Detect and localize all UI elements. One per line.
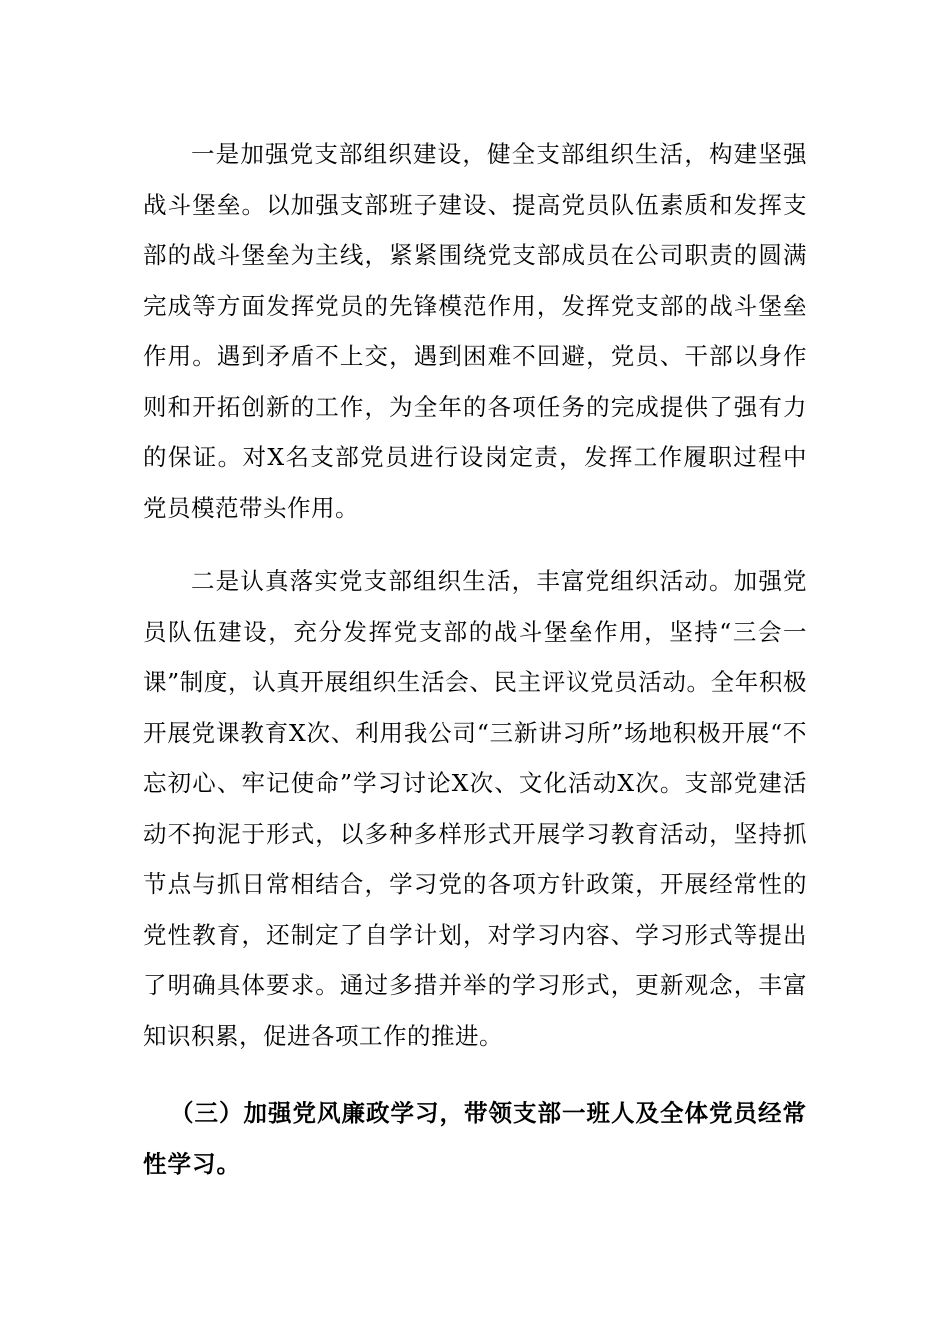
paragraph-organizational-life: 二是认真落实党支部组织生活，丰富党组织活动。加强党员队伍建设，充分发挥党支部的战斗堡垒作用，坚持“三会一课”制度，认真开展组织生活会、民主评议党员活动。全年积极开展党课教育X次、利用我公司“三新讲习所”场地积极开展“不忘初心、牢记使命”学习讨论X次、文化活动X次。支部党建活动不拘泥于形式，以多种多样形式开展学习教育活动，坚持抓节点与抓日常相结合，学习党的各项方针政策，开展经常性的党性教育，还制定了自学计划，对学习内容、学习形式等提出了明确具体要求。通过多措并举的学习形式，更新观念，丰富知识积累，促进各项工作的推进。 [143,567,807,1050]
document-body [143,129,807,1189]
section-heading-integrity-study: （三）加强党风廉政学习，带领支部一班人及全体党员经常性学习。 [143,1099,807,1178]
paragraph-party-branch-organization: 一是加强党支部组织建设，健全支部组织生活，构建坚强战斗堡垒。以加强支部班子建设、提高党员队伍素质和发挥支部的战斗堡垒为主线，紧紧围绕党支部成员在公司职责的圆满完成等方面发挥党员的先锋模范作用，发挥党支部的战斗堡垒作用。遇到矛盾不上交，遇到困难不回避，党员、干部以身作则和开拓创新的工作，为全年的各项任务的完成提供了强有力的保证。对X名支部党员进行设岗定责，发挥工作履职过程中党员模范带头作用。 [143,140,807,522]
